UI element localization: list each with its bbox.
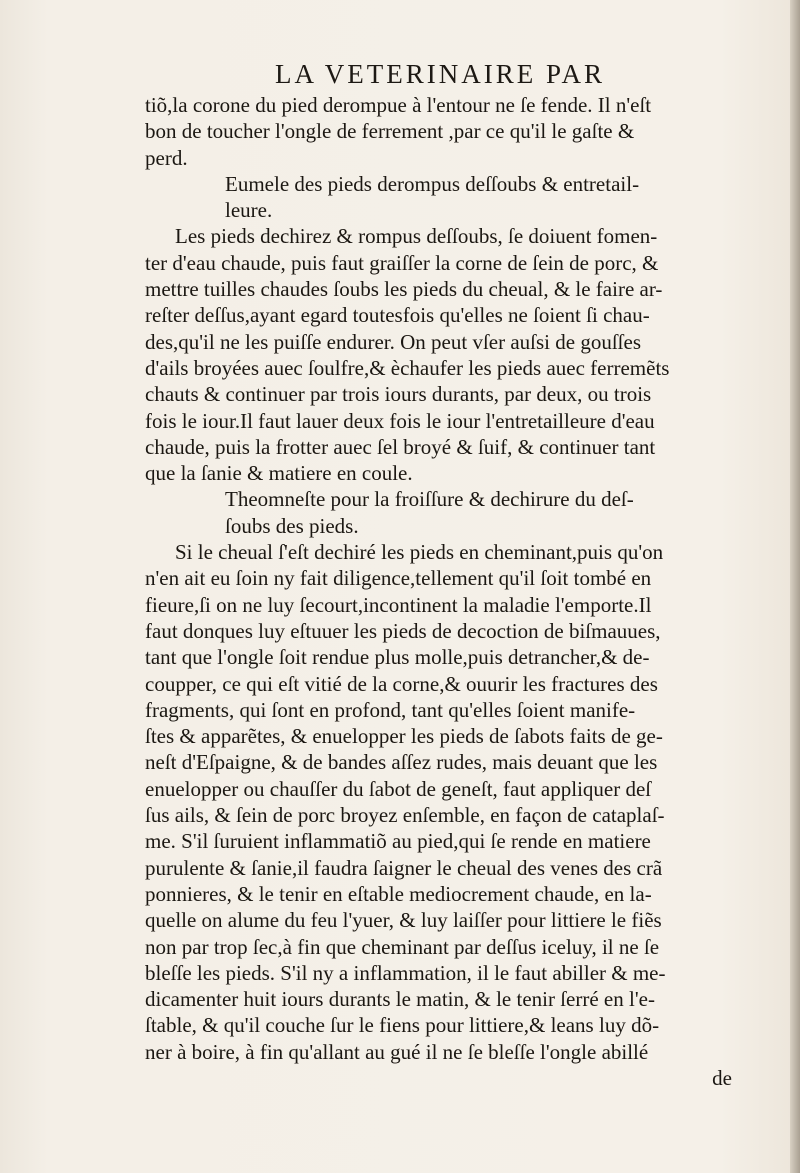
text-line: chauts & continuer par trois iours durants, par deux, ou trois: [145, 382, 652, 407]
text-line: fragments, qui ſont en profond, tant qu'elles ſoient manife-: [145, 697, 636, 722]
section-heading-line: Eumele des pieds derompus deſſoubs & entretail-: [225, 171, 640, 196]
text-line: fieure,ſi on ne luy ſecourt,incontinent la maladie l'emporte.Il: [145, 592, 652, 617]
text-line: Les pieds dechirez & rompus deſſoubs, ſe doiuent fomen-: [175, 224, 658, 249]
running-head: LA VETERINAIRE PAR: [274, 59, 606, 89]
text-line: d'ails broyées auec ſoulfre,& èchaufer les pieds auec ferremẽts: [145, 355, 670, 380]
text-line: ter d'eau chaude, puis faut graiſſer la corne de ſein de porc, &: [145, 250, 659, 275]
text-line: purulente & ſanie,il faudra ſaigner le cheual des venes des crã: [145, 855, 663, 880]
text-line: neſt d'Eſpaigne, & de bandes aſſez rudes, mais deuant que les: [145, 750, 658, 775]
text-line: perd.: [145, 145, 188, 170]
text-line: faut donques luy eſtuuer les pieds de decoction de biſmauues,: [145, 618, 661, 643]
text-line: tiõ,la corone du pied derompue à l'entour ne ſe fende. Il n'eſt: [145, 93, 652, 117]
section-heading-line: Theomneſte pour la froiſſure & dechirure du deſ-: [225, 487, 634, 512]
text-line: dicamenter huit iours durants le matin, & le tenir ſerré en l'e-: [145, 987, 655, 1012]
catchword: de: [712, 1065, 732, 1090]
text-line: ſus ails, & ſein de porc broyez enſemble, en façon de cataplaſ-: [145, 803, 665, 828]
text-line: reſter deſſus,ayant egard toutesfois qu'elles ne ſoient ſi chau-: [145, 303, 650, 328]
text-line: coupper, ce qui eſt vitié de la corne,& ouurir les fractures des: [145, 671, 658, 696]
text-line: ner à boire, à fin qu'allant au gué il ne ſe bleſſe l'ongle abillé: [145, 1039, 649, 1064]
text-line: ſtable, & qu'il couche ſur le fiens pour littiere,& leans luy dõ-: [145, 1013, 660, 1038]
text-line: ponnieres, & le tenir en eſtable mediocrement chaude, en la-: [145, 881, 652, 906]
text-line: tant que l'ongle ſoit rendue plus molle,puis detrancher,& de-: [145, 645, 650, 670]
text-line: des,qu'il ne les puiſſe endurer. On peut vſer auſsi de gouſſes: [145, 329, 642, 354]
page-edge-shadow: [790, 0, 800, 1173]
text-line: mettre tuilles chaudes ſoubs les pieds du cheual, & le faire ar-: [145, 277, 663, 302]
section-heading-line: leure.: [225, 198, 273, 223]
text-line: n'en ait eu ſoin ny fait diligence,tellement qu'il ſoit tombé en: [145, 566, 652, 591]
text-line: non par trop ſec,à fin que cheminant par deſſus iceluy, il ne ſe: [145, 934, 660, 959]
section-heading-line: ſoubs des pieds.: [225, 513, 359, 538]
text-line: me. S'il ſuruient inflammatiõ au pied,qui ſe rende en matiere: [145, 829, 651, 854]
text-line: bon de toucher l'ongle de ferrement ,par ce qu'il le gaſte &: [145, 119, 635, 144]
text-line: Si le cheual ſ'eſt dechiré les pieds en cheminant,puis qu'on: [175, 540, 664, 565]
text-line: chaude, puis la frotter auec ſel broyé & ſuif, & continuer tant: [145, 434, 656, 459]
body-text: [145, 92, 737, 1091]
text-line: enuelopper ou chauſſer du ſabot de geneſt, faut appliquer deſ: [145, 776, 652, 801]
text-line: bleſſe les pieds. S'il ny a inflammation, il le faut abiller & me-: [145, 960, 666, 985]
text-line: fois le iour.Il faut lauer deux fois le iour l'entretailleure d'eau: [145, 408, 655, 433]
text-line: que la ſanie & matiere en coule.: [145, 461, 413, 486]
text-line: quelle on alume du feu l'yuer, & luy laiſſer pour littiere le fiẽs: [145, 908, 662, 933]
text-line: ſtes & apparẽtes, & enuelopper les pieds de ſabots faits de ge-: [145, 724, 663, 749]
